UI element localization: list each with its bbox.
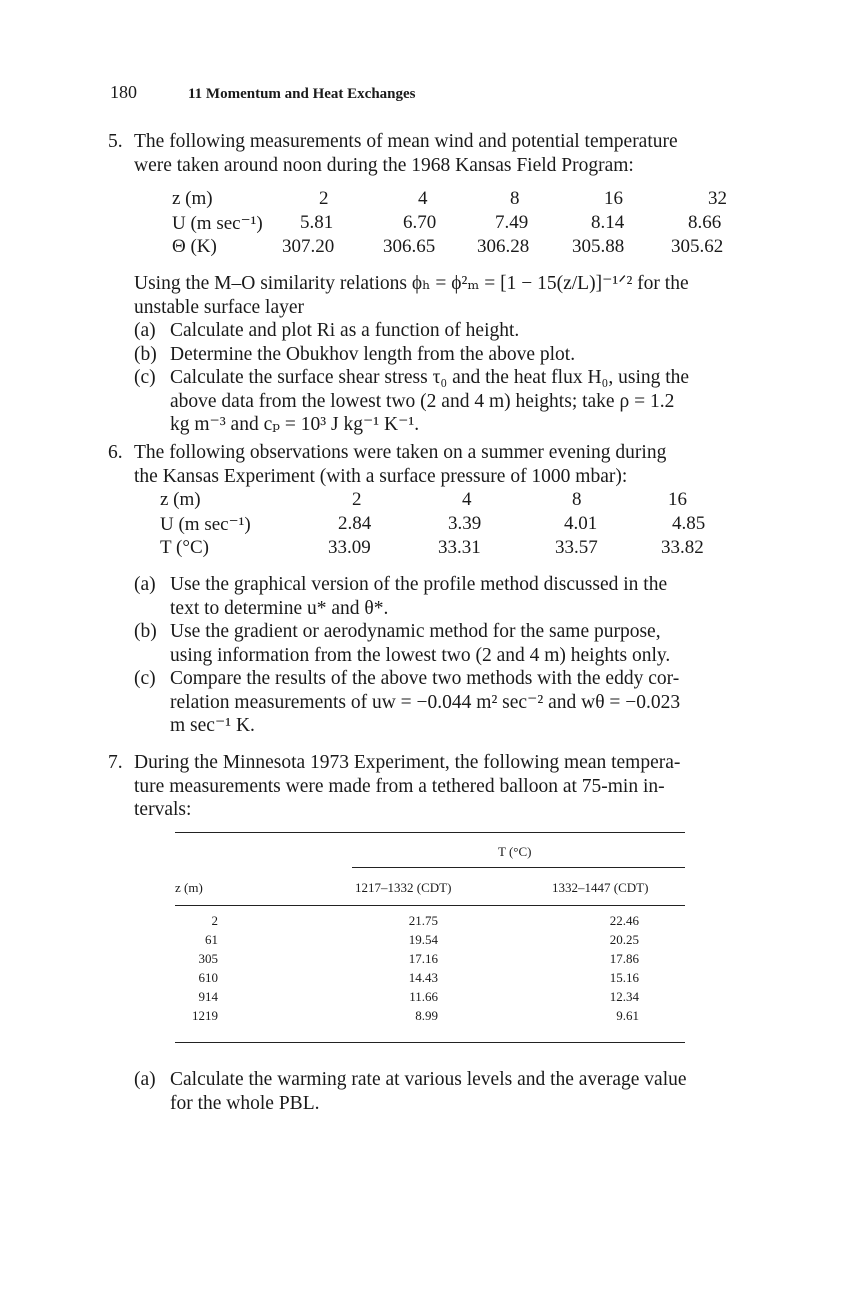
- table-cell: 306.65: [383, 236, 436, 257]
- table-cell: 17.86: [609, 951, 639, 966]
- sub-label: (a): [134, 574, 156, 595]
- table-cell: 9.61: [616, 1008, 639, 1023]
- text-line: for the whole PBL.: [170, 1092, 320, 1114]
- sub-label: (c): [134, 668, 156, 689]
- text-line: Determine the Obukhov length from the above plot.: [170, 343, 576, 365]
- table-cell: 3.39: [448, 513, 482, 534]
- table-cell: U (m sec⁻¹): [160, 514, 251, 535]
- table-cell: 914: [198, 989, 218, 1004]
- sub-item-c: [134, 667, 774, 738]
- table-cell: 8.66: [688, 212, 722, 233]
- data-table-p5: [0, 188, 864, 268]
- problem-intro: [134, 441, 774, 488]
- text-line: Calculate the surface shear stress τ₀ and the heat flux H₀, using the: [170, 367, 690, 388]
- column-header: 1217–1332 (CDT): [355, 880, 452, 895]
- running-header: [110, 82, 416, 103]
- table-cell: 17.16: [408, 951, 438, 966]
- text-line: Use the graphical version of the profile method discussed in the: [170, 574, 668, 595]
- problem-number: 6.: [108, 442, 123, 463]
- text-line: relation measurements of uw = −0.044 m² sec⁻² and wθ = −0.023: [170, 691, 681, 713]
- table-cell: 305: [198, 951, 218, 966]
- sub-label: (c): [134, 367, 156, 388]
- text-line: Compare the results of the above two methods with the eddy cor-: [170, 668, 680, 689]
- table-cell: 16: [668, 489, 687, 510]
- text-line: Calculate and plot Ri as a function of height.: [170, 320, 520, 341]
- table-cell: z (m): [160, 489, 201, 510]
- table-cell: 307.20: [282, 236, 335, 257]
- table-cell: 33.09: [328, 537, 371, 558]
- text-line: using information from the lowest two (2 and 4 m) heights only.: [170, 644, 671, 666]
- table-cell: 1219: [192, 1008, 218, 1023]
- table-cell: 5.81: [300, 212, 334, 233]
- table-top-rule: [175, 832, 685, 833]
- text-line: The following measurements of mean wind and potential temperature: [134, 131, 678, 152]
- column-header: 1332–1447 (CDT): [552, 880, 649, 895]
- text-line: above data from the lowest two (2 and 4 m) heights; take ρ = 1.2: [170, 390, 675, 412]
- table-cell: 4: [418, 188, 428, 209]
- page-number: 180: [110, 82, 137, 102]
- text-line: were taken around noon during the 1968 Kansas Field Program:: [134, 154, 634, 176]
- table-cell: 32: [708, 188, 727, 209]
- text-line: the Kansas Experiment (with a surface pressure of 1000 mbar):: [134, 465, 628, 487]
- table-cell: 4: [462, 489, 472, 510]
- sub-label: (a): [134, 320, 156, 341]
- table-cell: 14.43: [408, 970, 438, 985]
- text-line: During the Minnesota 1973 Experiment, the following mean tempera-: [134, 752, 681, 773]
- text-line: The following observations were taken on a summer evening during: [134, 442, 667, 463]
- table-cell: 7.49: [495, 212, 529, 233]
- problem-5-body: [134, 272, 774, 319]
- column-header: z (m): [175, 880, 203, 895]
- sub-item-b: [134, 343, 774, 367]
- sub-label: (b): [134, 343, 157, 365]
- table-cell: 20.25: [609, 932, 639, 947]
- group-rule: [352, 867, 685, 868]
- table-cell: 2.84: [338, 513, 372, 534]
- table-cell: 22.46: [609, 913, 639, 928]
- table-cell: 11.66: [409, 989, 438, 1004]
- table-cell: 33.31: [438, 537, 481, 558]
- problem-5-items: [134, 319, 774, 437]
- table-cell: 61: [205, 932, 218, 947]
- table-cell: 15.16: [609, 970, 639, 985]
- text-line: Use the gradient or aerodynamic method for the same purpose,: [170, 621, 661, 642]
- text-line: Using the M–O similarity relations ϕₕ = ϕ²ₘ = [1 − 15(z/L)]⁻¹ᐟ² for the: [134, 273, 689, 294]
- sub-item-c: [134, 366, 774, 437]
- table-cell: 4.85: [672, 513, 706, 534]
- table-cell: 33.57: [555, 537, 598, 558]
- table-cell: 12.34: [609, 989, 639, 1004]
- table-cell: 610: [198, 970, 218, 985]
- table-cell: 8.99: [415, 1008, 438, 1023]
- table-cell: z (m): [172, 188, 213, 209]
- table-cell: 8: [510, 188, 520, 209]
- text-line: m sec⁻¹ K.: [170, 715, 255, 736]
- problem-6-items: [134, 573, 774, 738]
- chapter-title: 11 Momentum and Heat Exchanges: [188, 86, 416, 102]
- text-line: unstable surface layer: [134, 296, 304, 318]
- text-line: ture measurements were made from a tethered balloon at 75-min in-: [134, 775, 665, 797]
- table-cell: 21.75: [408, 913, 438, 928]
- sub-item-a: [134, 1068, 774, 1115]
- table-cell: 8.14: [591, 212, 625, 233]
- sub-label: (a): [134, 1069, 156, 1090]
- problem-7-items: [134, 1068, 774, 1115]
- table-cell: Θ (K): [172, 236, 217, 257]
- problem-number: 7.: [108, 752, 123, 773]
- sub-item-b: [134, 620, 774, 667]
- table-cell: 2: [319, 188, 329, 209]
- table-cell: 16: [604, 188, 623, 209]
- table-cell: U (m sec⁻¹): [172, 213, 263, 234]
- table-cell: 2: [352, 489, 362, 510]
- table-cell: 4.01: [564, 513, 598, 534]
- data-table-p7: [0, 820, 864, 1050]
- sub-item-a: [134, 319, 774, 343]
- sub-item-a: [134, 573, 774, 620]
- table-cell: 6.70: [403, 212, 437, 233]
- table-cell: 33.82: [661, 537, 704, 558]
- text-line: tervals:: [134, 799, 192, 820]
- table-cell: T (°C): [160, 537, 209, 558]
- table-cell: 2: [211, 913, 218, 928]
- table-cell: 8: [572, 489, 582, 510]
- table-bottom-rule: [175, 1042, 685, 1043]
- group-header: T (°C): [498, 844, 532, 859]
- problem-intro: [134, 751, 774, 822]
- table-cell: 306.28: [477, 236, 530, 257]
- text-line: kg m⁻³ and cₚ = 10³ J kg⁻¹ K⁻¹.: [170, 414, 420, 435]
- problem-number: 5.: [108, 131, 123, 152]
- table-cell: 305.62: [671, 236, 724, 257]
- header-rule: [175, 905, 685, 906]
- problem-intro: [134, 130, 774, 177]
- text-line: text to determine u* and θ*.: [170, 597, 389, 619]
- text-line: Calculate the warming rate at various levels and the average value: [170, 1069, 687, 1090]
- data-table-p6: [0, 489, 864, 569]
- table-cell: 19.54: [408, 932, 438, 947]
- table-cell: 305.88: [572, 236, 625, 257]
- sub-label: (b): [134, 621, 157, 642]
